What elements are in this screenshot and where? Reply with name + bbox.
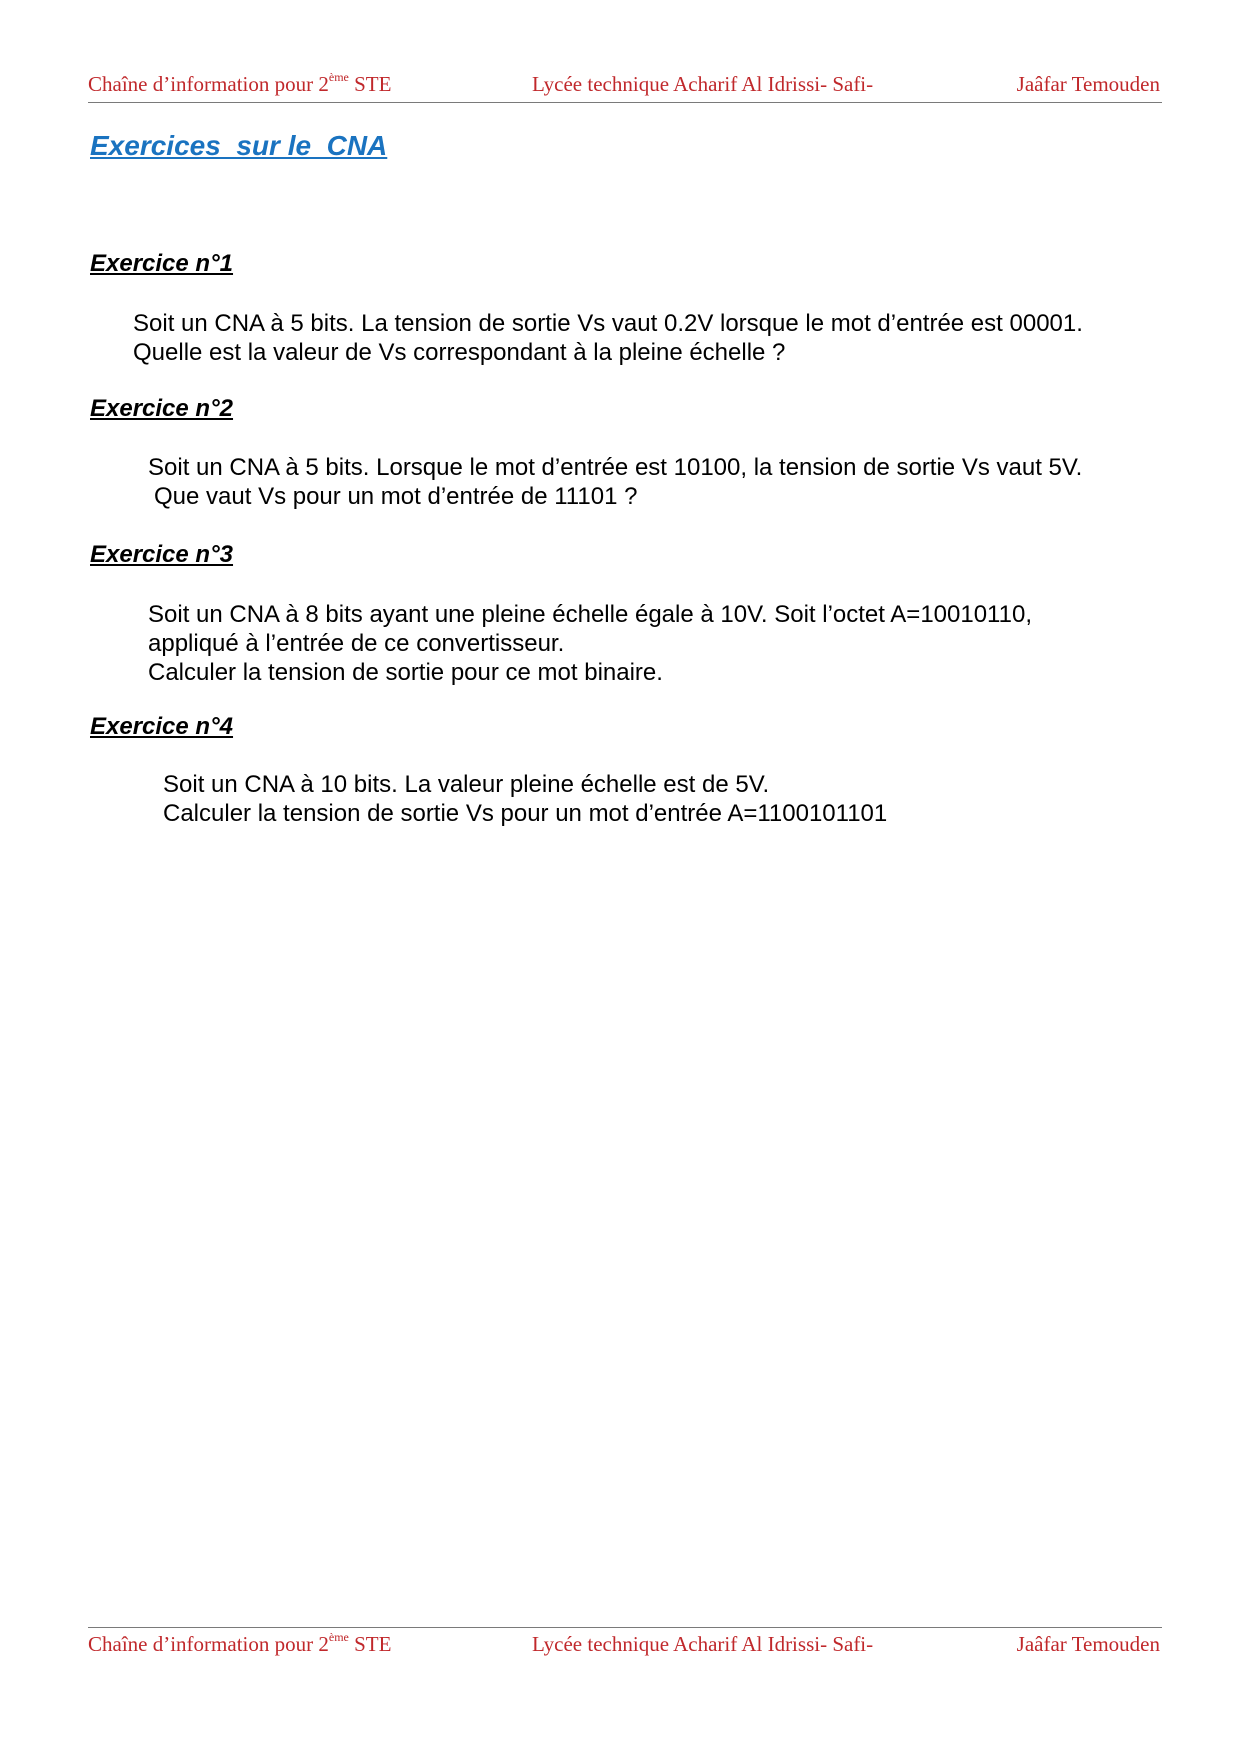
document-title: Exercices sur le CNA <box>90 130 388 161</box>
exercise-2-line-2: Que vaut Vs pour un mot d’entrée de 11101 ? <box>154 483 638 510</box>
exercise-1-line-1: Soit un CNA à 5 bits. La tension de sortie Vs vaut 0.2V lorsque le mot d’entrée est 00001. <box>133 310 1083 337</box>
exercise-3-line-2: appliqué à l’entrée de ce convertisseur. <box>148 630 565 657</box>
exercise-2-line-1: Soit un CNA à 5 bits. Lorsque le mot d’entrée est 10100, la tension de sortie Vs vaut 5V. <box>148 454 1083 481</box>
header-course-text: Chaîne d’information pour 2 <box>88 72 329 96</box>
exercise-1-line-2: Quelle est la valeur de Vs correspondant à la pleine échelle ? <box>133 339 786 366</box>
exercise-3-line-1: Soit un CNA à 8 bits ayant une pleine échelle égale à 10V. Soit l’octet A=10010110, <box>148 601 1032 628</box>
header-divider <box>88 102 1162 103</box>
exercise-3-line-3: Calculer la tension de sortie pour ce mot binaire. <box>148 659 663 686</box>
footer-author-name: Jaâfar Temouden <box>1016 1632 1160 1656</box>
exercise-4-body <box>163 770 887 828</box>
exercise-4-heading: Exercice n°4 <box>90 713 234 740</box>
header-course-superscript: ème <box>328 70 349 84</box>
exercise-3-body <box>148 600 1032 687</box>
exercise-4-line-2: Calculer la tension de sortie Vs pour un mot d’entrée A=1100101101 <box>163 800 888 827</box>
footer-course-text: Chaîne d’information pour 2 <box>88 1632 329 1656</box>
exercise-2-heading: Exercice n°2 <box>90 395 234 422</box>
footer-course-label <box>88 1632 391 1657</box>
page-footer <box>88 1632 1162 1658</box>
exercise-1-body <box>133 309 1083 367</box>
exercise-4-line-1: Soit un CNA à 10 bits. La valeur pleine échelle est de 5V. <box>163 771 770 798</box>
footer-school-name: Lycée technique Acharif Al Idrissi- Safi- <box>532 1632 874 1656</box>
footer-divider <box>88 1627 1162 1628</box>
footer-course-suffix: STE <box>348 1632 392 1656</box>
header-course-label <box>88 72 391 97</box>
header-school-name: Lycée technique Acharif Al Idrissi- Safi- <box>532 72 874 96</box>
header-author-name: Jaâfar Temouden <box>1016 72 1160 96</box>
header-course-suffix: STE <box>348 72 392 96</box>
footer-course-superscript: ème <box>328 1630 349 1644</box>
exercise-2-body <box>148 453 1082 511</box>
page-header <box>88 72 1162 98</box>
exercise-1-heading: Exercice n°1 <box>90 250 234 277</box>
exercise-3-heading: Exercice n°3 <box>90 541 234 568</box>
